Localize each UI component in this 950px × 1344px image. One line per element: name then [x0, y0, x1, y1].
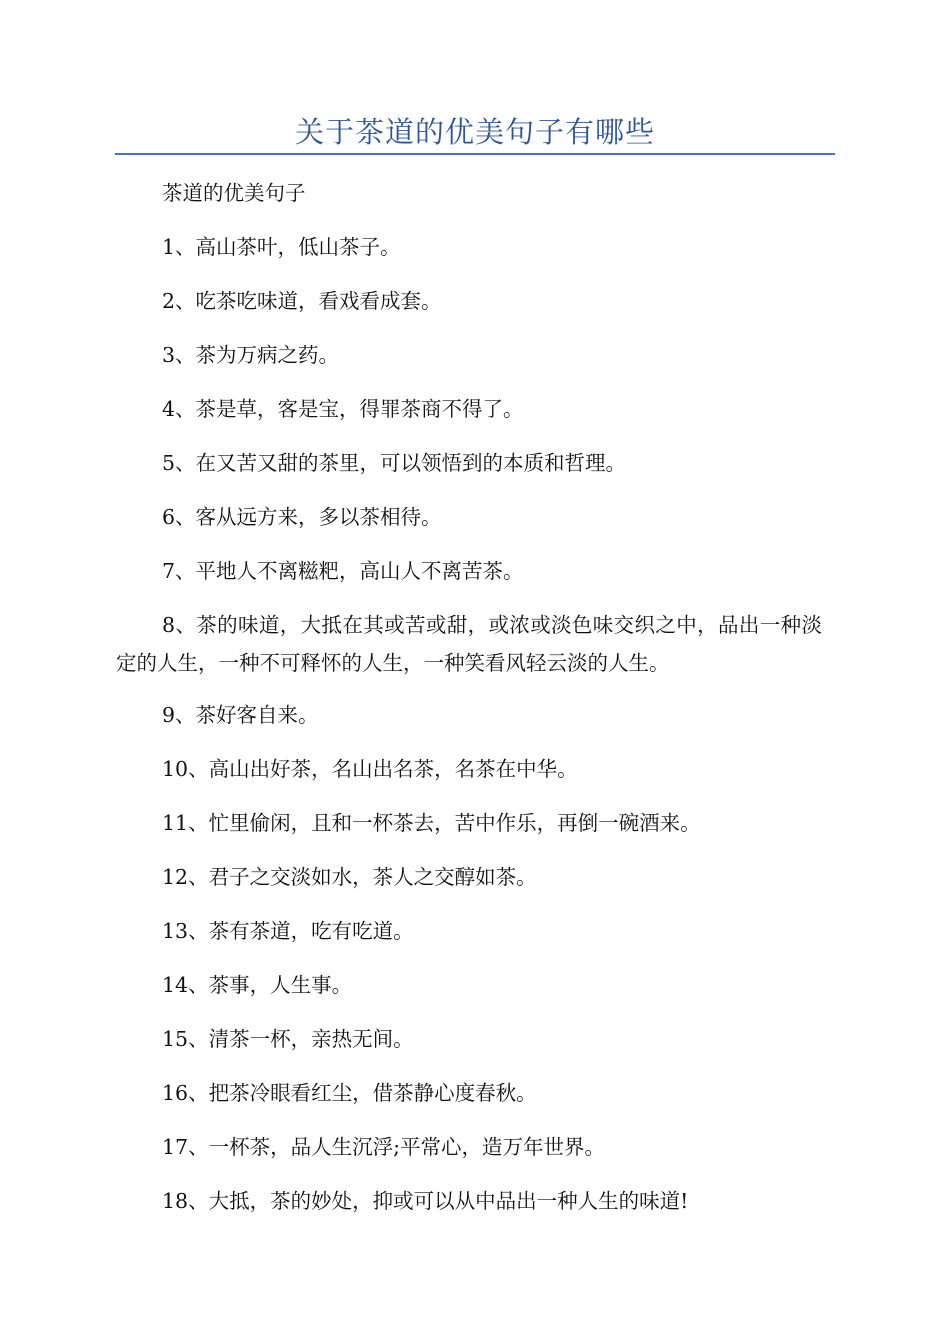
title-underline	[115, 153, 835, 155]
sentence-17: 17、一杯茶，品人生沉浮;平常心，造万年世界。	[162, 1135, 605, 1159]
sentence-1: 1、高山茶叶，低山茶子。	[162, 235, 401, 259]
page-title: 关于茶道的优美句子有哪些	[294, 115, 655, 149]
sentence-18: 18、大抵，茶的妙处，抑或可以从中品出一种人生的味道!	[162, 1189, 689, 1213]
section-heading: 茶道的优美句子	[162, 181, 306, 205]
sentence-11: 11、忙里偷闲，且和一杯茶去，苦中作乐，再倒一碗酒来。	[162, 811, 701, 835]
sentence-5: 5、在又苦又甜的茶里，可以领悟到的本质和哲理。	[162, 451, 627, 475]
sentence-10: 10、高山出好茶，名山出名茶，名茶在中华。	[162, 757, 578, 781]
sentence-3: 3、茶为万病之药。	[162, 343, 340, 367]
sentence-15: 15、清茶一杯，亲热无间。	[162, 1027, 414, 1051]
sentence-2: 2、吃茶吃味道，看戏看成套。	[162, 289, 442, 313]
sentence-16: 16、把茶冷眼看红尘，借茶静心度春秋。	[162, 1081, 537, 1105]
sentence-4: 4、茶是草，客是宝，得罪茶商不得了。	[162, 397, 524, 421]
sentence-14: 14、茶事，人生事。	[162, 973, 353, 997]
sentence-12: 12、君子之交淡如水，茶人之交醇如茶。	[162, 865, 537, 889]
document-body	[116, 174, 822, 1236]
sentence-7: 7、平地人不离糍粑，高山人不离苦茶。	[162, 559, 524, 583]
sentence-6: 6、客从远方来，多以茶相待。	[162, 505, 442, 529]
sentence-9: 9、茶好客自来。	[162, 703, 319, 727]
sentence-13: 13、茶有茶道，吃有吃道。	[162, 919, 414, 943]
sentence-8: 8、茶的味道，大抵在其或苦或甜，或浓或淡色味交织之中，品出一种淡定的人生，一种不可释怀的人生，一种笑看风轻云淡的人生。	[116, 613, 822, 675]
